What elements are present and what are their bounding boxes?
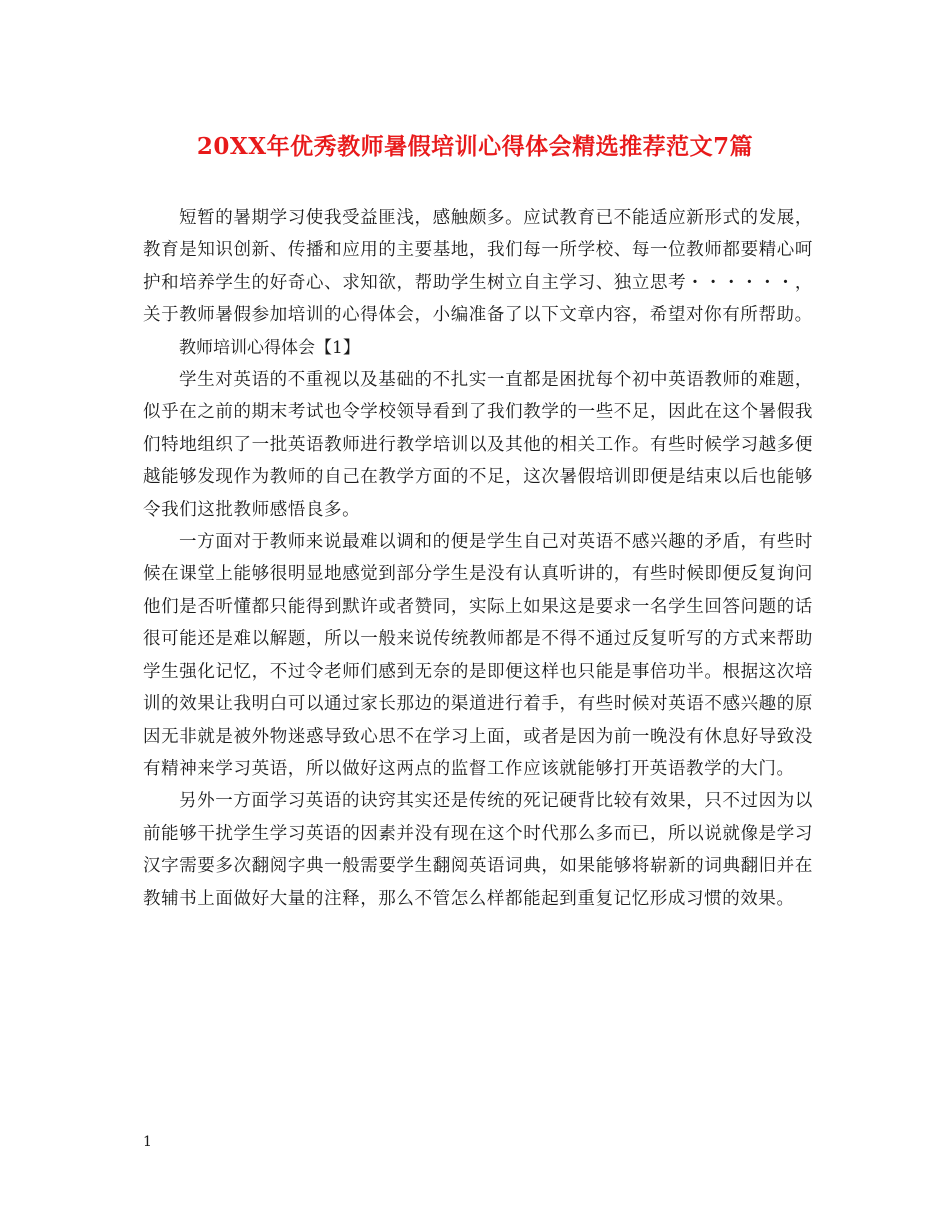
document-title: 20XX年优秀教师暑假培训心得体会精选推荐范文7篇	[196, 133, 754, 160]
body-paragraph-3: 另外一方面学习英语的诀窍其实还是传统的死记硬背比较有效果，只不过因为以前能够干扰学生学习英语的因素并没有现在这个时代那么多而已，所以说就像是学习汉字需要多次翻阅字典一般需要学生翻阅英语词典，如果能够将崭新的词典翻旧并在教辅书上面做好大量的注释，那么不管怎么样都能起到重复记忆形成习惯的效果。	[143, 791, 813, 909]
section-heading: 教师培训心得体会【1】	[179, 337, 360, 358]
document-body	[143, 202, 813, 915]
intro-paragraph: 短暂的暑期学习使我受益匪浅，感触颇多。应试教育已不能适应新形式的发展，教育是知识创新、传播和应用的主要基地，我们每一所学校、每一位教师都要精心呵护和培养学生的好奇心、求知欲，帮助学生树立自主学习、独立思考・・・・・・，关于教师暑假参加培训的心得体会，小编准备了以下文章内容，希望对你有所帮助。	[143, 208, 813, 326]
page-number: 1	[143, 1134, 152, 1150]
body-paragraph-1: 学生对英语的不重视以及基础的不扎实一直都是困扰每个初中英语教师的难题，似乎在之前的期末考试也令学校领导看到了我们教学的一些不足，因此在这个暑假我们特地组织了一批英语教师进行教学培训以及其他的相关工作。有些时候学习越多便越能够发现作为教师的自己在教学方面的不足，这次暑假培训即便是结束以后也能够令我们这批教师感悟良多。	[143, 370, 813, 520]
body-paragraph-2: 一方面对于教师来说最难以调和的便是学生自己对英语不感兴趣的矛盾，有些时候在课堂上能够很明显地感觉到部分学生是没有认真听讲的，有些时候即便反复询问他们是否听懂都只能得到默许或者赞同，实际上如果这是要求一名学生回答问题的话很可能还是难以解题，所以一般来说传统教师都是不得不通过反复听写的方式来帮助学生强化记忆，不过令老师们感到无奈的是即便这样也只能是事倍功半。根据这次培训的效果让我明白可以通过家长那边的渠道进行着手，有些时候对英语不感兴趣的原因无非就是被外物迷惑导致心思不在学习上面，或者是因为前一晚没有休息好导致没有精神来学习英语，所以做好这两点的监督工作应该就能够打开英语教学的大门。	[143, 532, 813, 779]
